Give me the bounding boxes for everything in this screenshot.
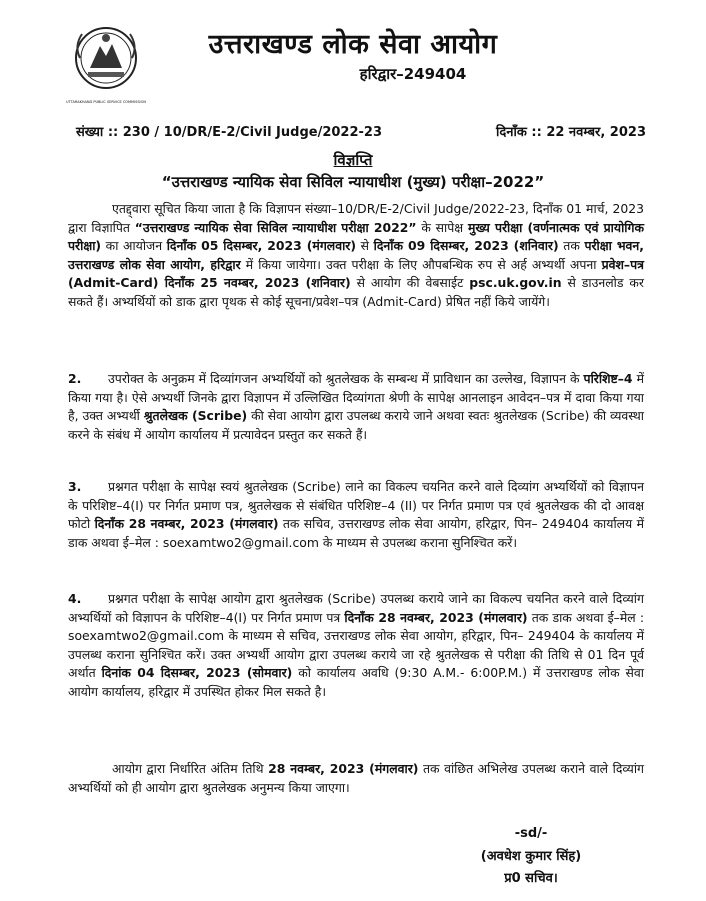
exam-name: “उत्तराखण्ड न्यायिक सेवा सिविल न्यायाधीश (मुख्य) परीक्षा–2022” xyxy=(161,173,545,191)
notice-title: विज्ञप्ति xyxy=(333,151,373,169)
paragraph-number: 3. xyxy=(68,479,82,494)
logo-caption: UTTARAKHAND PUBLIC SERVICE COMMISSION xyxy=(66,100,146,104)
paragraph-1: एतद्द्वारा सूचित किया जाता है कि विज्ञापन संख्या–10/DR/E-2/Civil Judge/2022-23, दिनाँक 01 मार्च, 2023 द्वारा विज्ञापित “उत्तराखण्ड न्यायिक सेवा सिविल न्यायाधीश परीक्षा 2022” के सापेक्ष मुख्य परीक्षा (वर्णनात्मक एवं प्रायोगिक परीक्षा) का आयोजन दिनाँक 05 दिसम्बर, 2023 (मंगलवार) से दिनाँक 09 दिसम्बर, 2023 (शनिवार) तक परीक्षा भवन, उत्तराखण्ड लोक सेवा आयोग, हरिद्वार में किया जायेगा। उक्त परीक्षा के लिए औपबन्धिक रुप से अर्ह अभ्यर्थी अपना प्रवेश–पत्र (Admit-Card) दिनाँक 25 नवम्बर, 2023 (शनिवार) से आयोग की वेबसाईट psc.uk.gov.in से डाउनलोड कर सकते हैं। अभ्यर्थियों को डाक द्वारा पृथक से कोई सूचना/प्रवेश–पत्र (Admit-Card) प्रेषित नहीं किये जायेंगे। xyxy=(68,201,645,309)
reference-date: दिनाँक :: 22 नवम्बर, 2023 xyxy=(496,125,646,140)
org-address: हरिद्वार–249404 xyxy=(359,65,467,83)
signatory-designation: प्र0 सचिव। xyxy=(504,871,558,886)
paragraph-2: 2. उपरोक्त के अनुक्रम में दिव्यांगजन अभ्यर्थियों को श्रुतलेखक के सम्बन्ध में प्राविधान का उल्लेख, विज्ञापन के परिशिष्ट–4 में किया गया है। ऐसे अभ्यर्थी जिनके द्वारा विज्ञापन में उल्लिखित दिव्यांगता श्रेणी के सापेक्ष आनलाइन आवेदन–पत्र में दावा किया गया है, उक्त अभ्यर्थी श्रुतलेखक (Scribe) की सेवा आयोग द्वारा उपलब्ध कराये जाने अथवा स्वतः श्रुतलेखक (Scribe) की व्यवस्था करने के संबंध में आयोग कार्यालय में प्रत्यावेदन प्रस्तुत कर सकते हैं। xyxy=(68,371,645,442)
email-address: soexamtwo2@gmail.com xyxy=(162,534,319,550)
signature-sd: -sd/- xyxy=(514,826,548,841)
signatory-name: (अवधेश कुमार सिंह) xyxy=(480,849,582,864)
paragraph-number: 2. xyxy=(68,371,82,386)
org-name: उत्तराखण्ड लोक सेवा आयोग xyxy=(208,29,498,60)
paragraph-5: आयोग द्वारा निर्धारित अंतिम तिथि 28 नवम्बर, 2023 (मंगलवार) तक वांछित अभिलेख उपलब्ध कराने वाले दिव्यांग अभ्यर्थियों को ही आयोग द्वारा श्रुतलेखक अनुमन्य किया जाएगा। xyxy=(68,761,645,795)
paragraph-3: 3. प्रश्नगत परीक्षा के सापेक्ष स्वयं श्रुतलेखक (Scribe) लाने का विकल्प चयनित करने वाले दिव्यांग अभ्यर्थियों को विज्ञापन के परिशिष्ट–4(I) पर निर्गत प्रमाण पत्र, श्रुतलेखक से संबंधित परिशिष्ट–4 (II) पर निर्गत प्रमाण पत्र एवं श्रुतलेखक की दो आवक्ष फोटो दिनाँक 28 नवम्बर, 2023 (मंगलवार) तक सचिव, उत्तराखण्ड लोक सेवा आयोग, हरिद्वार, पिन– 249404 कार्यालय में डाक अथवा ई–मेल : soexamtwo2@gmail.com के माध्यम से उपलब्ध कराना सुनिश्चित करें। xyxy=(68,479,644,550)
paragraph-number: 4. xyxy=(68,591,82,606)
website-link: psc.uk.gov.in xyxy=(469,275,562,290)
reference-number: संख्या :: 230 / 10/DR/E-2/Civil Judge/2022-23 xyxy=(76,125,382,140)
paragraph-4: 4. प्रश्नगत परीक्षा के सापेक्ष आयोग द्वारा श्रुतलेखक (Scribe) उपलब्ध कराये जाने का विकल्प चयनित करने वाले दिव्यांग अभ्यर्थियों को विज्ञापन के परिशिष्ट–4(I) पर निर्गत प्रमाण पत्र दिनाँक 28 नवम्बर, 2023 (मंगलवार) तक डाक अथवा ई–मेल : soexamtwo2@gmail.com के माध्यम से सचिव, उत्तराखण्ड लोक सेवा आयोग, हरिद्वार, पिन– 249404 के कार्यालय में उपलब्ध कराना सुनिश्चित करें। उक्त अभ्यर्थी आयोग द्वारा उपलब्ध कराये जा रहे श्रुतलेखक से परीक्षा की तिथि से 01 दिन पूर्व अर्थात दिनांक 04 दिसम्बर, 2023 (सोमवार) को कार्यालय अवधि (9:30 A.M.- 6:00P.M.) में उत्तराखण्ड लोक सेवा आयोग कार्यालय, हरिद्वार में उपस्थित होकर मिल सकते है। xyxy=(68,591,645,699)
reference-line xyxy=(76,122,646,140)
